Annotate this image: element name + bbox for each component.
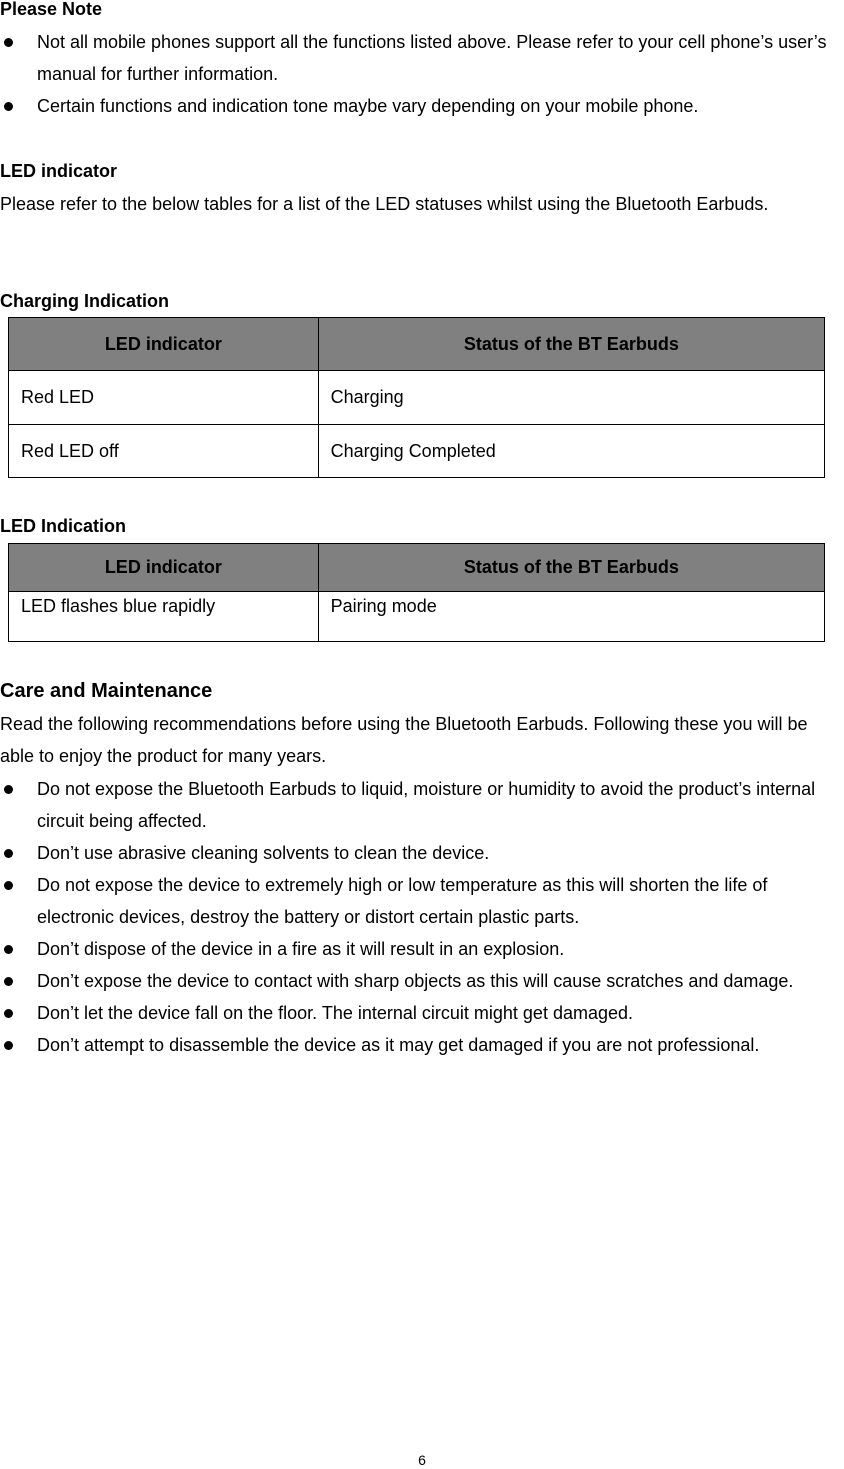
page-number: 6 bbox=[418, 1452, 426, 1468]
care-heading: Care and Maintenance bbox=[0, 680, 213, 702]
list-item bbox=[0, 965, 844, 997]
list-item bbox=[0, 837, 844, 869]
bullet-icon bbox=[4, 38, 13, 47]
column-header: Status of the BT Earbuds bbox=[318, 318, 824, 371]
bullet-icon bbox=[4, 881, 13, 890]
care-list bbox=[0, 773, 844, 1061]
column-header: LED indicator bbox=[9, 544, 319, 592]
led-indication-heading: LED Indication bbox=[0, 516, 126, 536]
list-item bbox=[0, 997, 844, 1029]
table-cell: Charging bbox=[318, 371, 824, 425]
list-item bbox=[0, 26, 844, 90]
table-row bbox=[9, 592, 825, 642]
bullet-icon bbox=[4, 102, 13, 111]
column-header: LED indicator bbox=[9, 318, 319, 371]
please-note-list bbox=[0, 26, 844, 122]
list-item-text: Certain functions and indication tone maybe vary depending on your mobile phone. bbox=[37, 96, 699, 116]
bullet-icon bbox=[4, 1009, 13, 1018]
list-item-text: Don’t dispose of the device in a fire as it will result in an explosion. bbox=[37, 939, 565, 959]
list-item bbox=[0, 773, 844, 837]
table-header-row bbox=[9, 544, 825, 592]
please-note-heading: Please Note bbox=[0, 0, 103, 19]
list-item-text: Do not expose the Bluetooth Earbuds to liquid, moisture or humidity to avoid the product’s internal circuit being affected. bbox=[37, 779, 816, 831]
list-item-text: Don’t attempt to disassemble the device as it may get damaged if you are not professional. bbox=[37, 1035, 760, 1055]
care-paragraph: Read the following recommendations before using the Bluetooth Earbuds. Following these you will be able to enjoy the product for many years. bbox=[0, 714, 808, 766]
bullet-icon bbox=[4, 785, 13, 794]
list-item-text: Don’t expose the device to contact with sharp objects as this will cause scratches and damage. bbox=[37, 971, 794, 991]
bullet-icon bbox=[4, 945, 13, 954]
list-item-text: Don’t let the device fall on the floor. The internal circuit might get damaged. bbox=[37, 1003, 634, 1023]
list-item bbox=[0, 90, 844, 122]
column-header: Status of the BT Earbuds bbox=[318, 544, 824, 592]
table-cell: Charging Completed bbox=[318, 425, 824, 478]
led-indicator-paragraph: Please refer to the below tables for a list of the LED statuses whilst using the Bluetooth Earbuds. bbox=[0, 194, 769, 214]
list-item bbox=[0, 1029, 844, 1061]
bullet-icon bbox=[4, 977, 13, 986]
charging-indication-table bbox=[8, 317, 825, 478]
list-item bbox=[0, 869, 844, 933]
led-indicator-heading: LED indicator bbox=[0, 161, 118, 181]
table-row bbox=[9, 371, 825, 425]
list-item-text: Don’t use abrasive cleaning solvents to clean the device. bbox=[37, 843, 490, 863]
table-cell: Red LED off bbox=[9, 425, 319, 478]
table-row bbox=[9, 425, 825, 478]
charging-indication-heading: Charging Indication bbox=[0, 291, 169, 311]
list-item-text: Do not expose the device to extremely high or low temperature as this will shorten the life of electronic devices, destroy the battery or distort certain plastic parts. bbox=[37, 875, 768, 927]
led-indication-table bbox=[8, 543, 825, 642]
list-item bbox=[0, 933, 844, 965]
bullet-icon bbox=[4, 1041, 13, 1050]
list-item-text: Not all mobile phones support all the functions listed above. Please refer to your cell phone’s user’s manual for further information. bbox=[37, 32, 827, 84]
table-cell: Pairing mode bbox=[318, 592, 824, 642]
bullet-icon bbox=[4, 849, 13, 858]
table-cell: LED flashes blue rapidly bbox=[9, 592, 319, 642]
table-cell: Red LED bbox=[9, 371, 319, 425]
table-header-row bbox=[9, 318, 825, 371]
